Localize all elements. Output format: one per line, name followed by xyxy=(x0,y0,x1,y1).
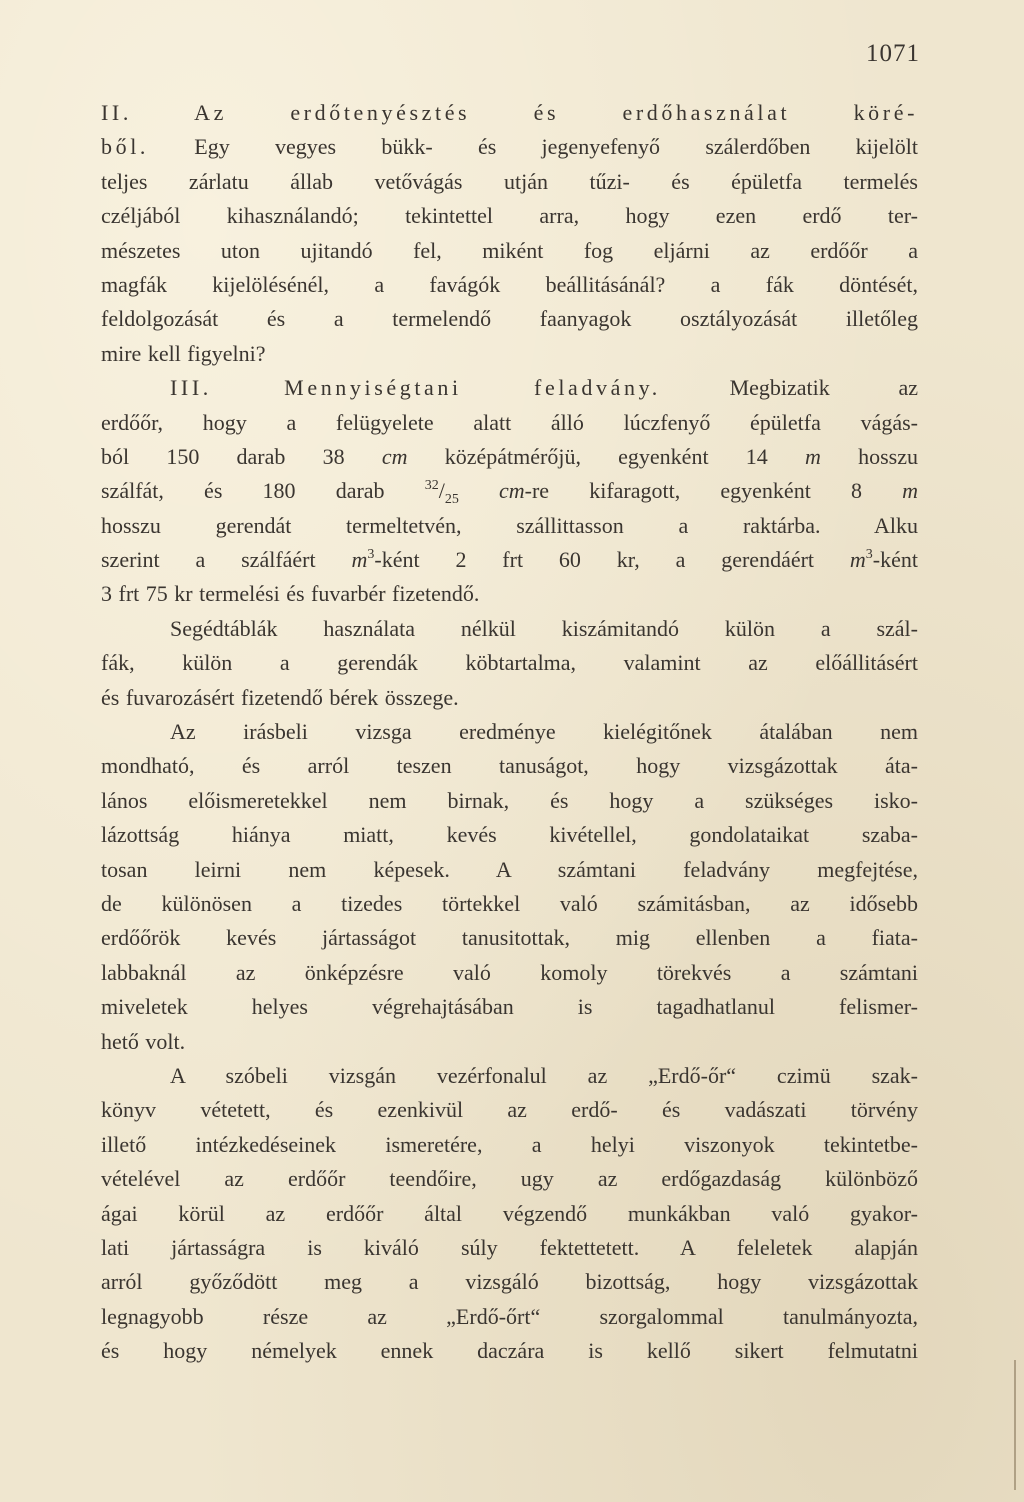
text-line: erdőőrök kevés jártasságot tanusitottak, mig ellenben a fiata- xyxy=(101,925,918,951)
fraction-slash: / xyxy=(438,478,445,504)
text-line: hosszu gerendát termeltetvén, szállittasson a raktárba. Alku xyxy=(101,512,918,538)
exponent: 3 xyxy=(865,547,873,563)
unit-m: m xyxy=(902,478,919,504)
text-line: 3 frt 75 kr termelési és fuvarbér fizetendő. xyxy=(101,581,480,607)
text-line: labbaknál az önképzésre való komoly törekvés a számtani xyxy=(101,959,918,985)
text-line: fák, külön a gerendák köbtartalma, valamint az előállitásért xyxy=(101,650,918,676)
unit-cm: cm xyxy=(458,478,525,504)
text-line: mire kell figyelni? xyxy=(101,340,266,366)
text-run: ból 150 darab 38 xyxy=(101,443,382,469)
text-line xyxy=(101,474,918,508)
text-line: mészetes uton ujitandó fel, miként fog eljárni az erdőőr a xyxy=(101,237,918,263)
text-line: könyv vétetett, és ezenkivül az erdő- és vadászati törvény xyxy=(101,1097,918,1123)
text-run: Megbizatik az xyxy=(660,375,918,401)
text-line: magfák kijelölésénél, a favágók beállitásánál? a fák döntését, xyxy=(101,271,918,297)
text-line: ágai körül az erdőőr által végzendő munkákban való gyakor- xyxy=(101,1200,918,1226)
text-line: vételével az erdőőr teendőire, ugy az erdőgazdaság különböző xyxy=(101,1166,918,1192)
text-line xyxy=(101,130,918,164)
text-run: hosszu xyxy=(820,443,918,469)
section-heading: II. Az erdőtenyésztés és erdőhasználat köré- xyxy=(101,100,918,125)
text-line: Segédtáblák használata nélkül kiszámitandó külön a szál- xyxy=(170,615,918,641)
fraction-numerator: 32 xyxy=(424,478,439,494)
text-run: Egy vegyes bükk- és jegenyefenyő szálerdőben kijelölt xyxy=(149,134,918,160)
text-run: -ként xyxy=(872,547,918,573)
text-line: tosan leirni nem képesek. A számtani feladvány megfejtése, xyxy=(101,856,918,882)
page-number: 1071 xyxy=(866,40,920,67)
text-line: miveletek helyes végrehajtásában is tagadhatlanul felismer- xyxy=(101,994,918,1020)
body-text xyxy=(101,96,918,1368)
text-run: -ként 2 frt 60 kr, a gerendáért xyxy=(374,547,850,573)
unit-m: m xyxy=(805,443,821,469)
text-line: lános előismeretekkel nem birnak, és hogy a szükséges isko- xyxy=(101,787,918,813)
unit-m: m xyxy=(351,547,368,573)
exponent: 3 xyxy=(367,547,375,563)
text-line xyxy=(101,440,918,474)
text-line: czéljából kihasználandó; tekintettel arra, hogy ezen erdő ter- xyxy=(101,203,918,229)
text-run: szerint a szálfáért xyxy=(101,547,352,573)
page-edge-mark xyxy=(998,1360,1016,1490)
text-line: lázottság hiánya miatt, kevés kivétellel, gondolataikat szaba- xyxy=(101,822,918,848)
section-heading-end: ből. xyxy=(101,134,150,160)
text-line: lati jártasságra is kiváló súly fektettetett. A feleletek alapján xyxy=(101,1234,918,1260)
text-line: mondható, és arról teszen tanuságot, hogy vizsgázottak áta- xyxy=(101,753,918,779)
text-run: középátmérőjü, egyenként 14 xyxy=(407,443,805,469)
section-heading: III. Mennyiségtani feladvány. xyxy=(170,375,661,401)
text-line: és fuvarozásért fizetendő bérek összege. xyxy=(101,684,459,710)
text-line: illető intézkedéseinek ismeretére, a helyi viszonyok tekintetbe- xyxy=(101,1131,918,1157)
text-line: és hogy némelyek ennek daczára is kellő sikert felmutatni xyxy=(101,1338,918,1364)
text-line: hető volt. xyxy=(101,1028,186,1054)
text-line xyxy=(101,543,918,577)
text-run: szálfát, és 180 darab xyxy=(101,478,425,504)
text-line: arról győződött meg a vizsgáló bizottság, hogy vizsgázottak xyxy=(101,1269,918,1295)
text-line: teljes zárlatu állab vetővágás utján tűzi- és épületfa termelés xyxy=(101,168,918,194)
text-line: feldolgozását és a termelendő faanyagok osztályozását illetőleg xyxy=(101,306,918,332)
text-line: erdőőr, hogy a felügyelete alatt álló lúczfenyő épületfa vágás- xyxy=(101,409,918,435)
text-run: -re kifaragott, egyenként 8 xyxy=(524,478,903,504)
text-line xyxy=(101,371,918,405)
fraction-denominator: 25 xyxy=(444,492,459,508)
text-line: Az irásbeli vizsga eredménye kielégitőnek átalában nem xyxy=(170,719,918,745)
text-line: A szóbeli vizsgán vezérfonalul az „Erdő-őr“ czimü szak- xyxy=(170,1062,918,1088)
unit-cm: cm xyxy=(381,443,408,469)
text-line: de különösen a tizedes törtekkel való számitásban, az idősebb xyxy=(101,890,918,916)
unit-m: m xyxy=(849,547,866,573)
text-line xyxy=(101,96,918,130)
text-line: legnagyobb része az „Erdő-őrt“ szorgalommal tanulmányozta, xyxy=(101,1303,918,1329)
